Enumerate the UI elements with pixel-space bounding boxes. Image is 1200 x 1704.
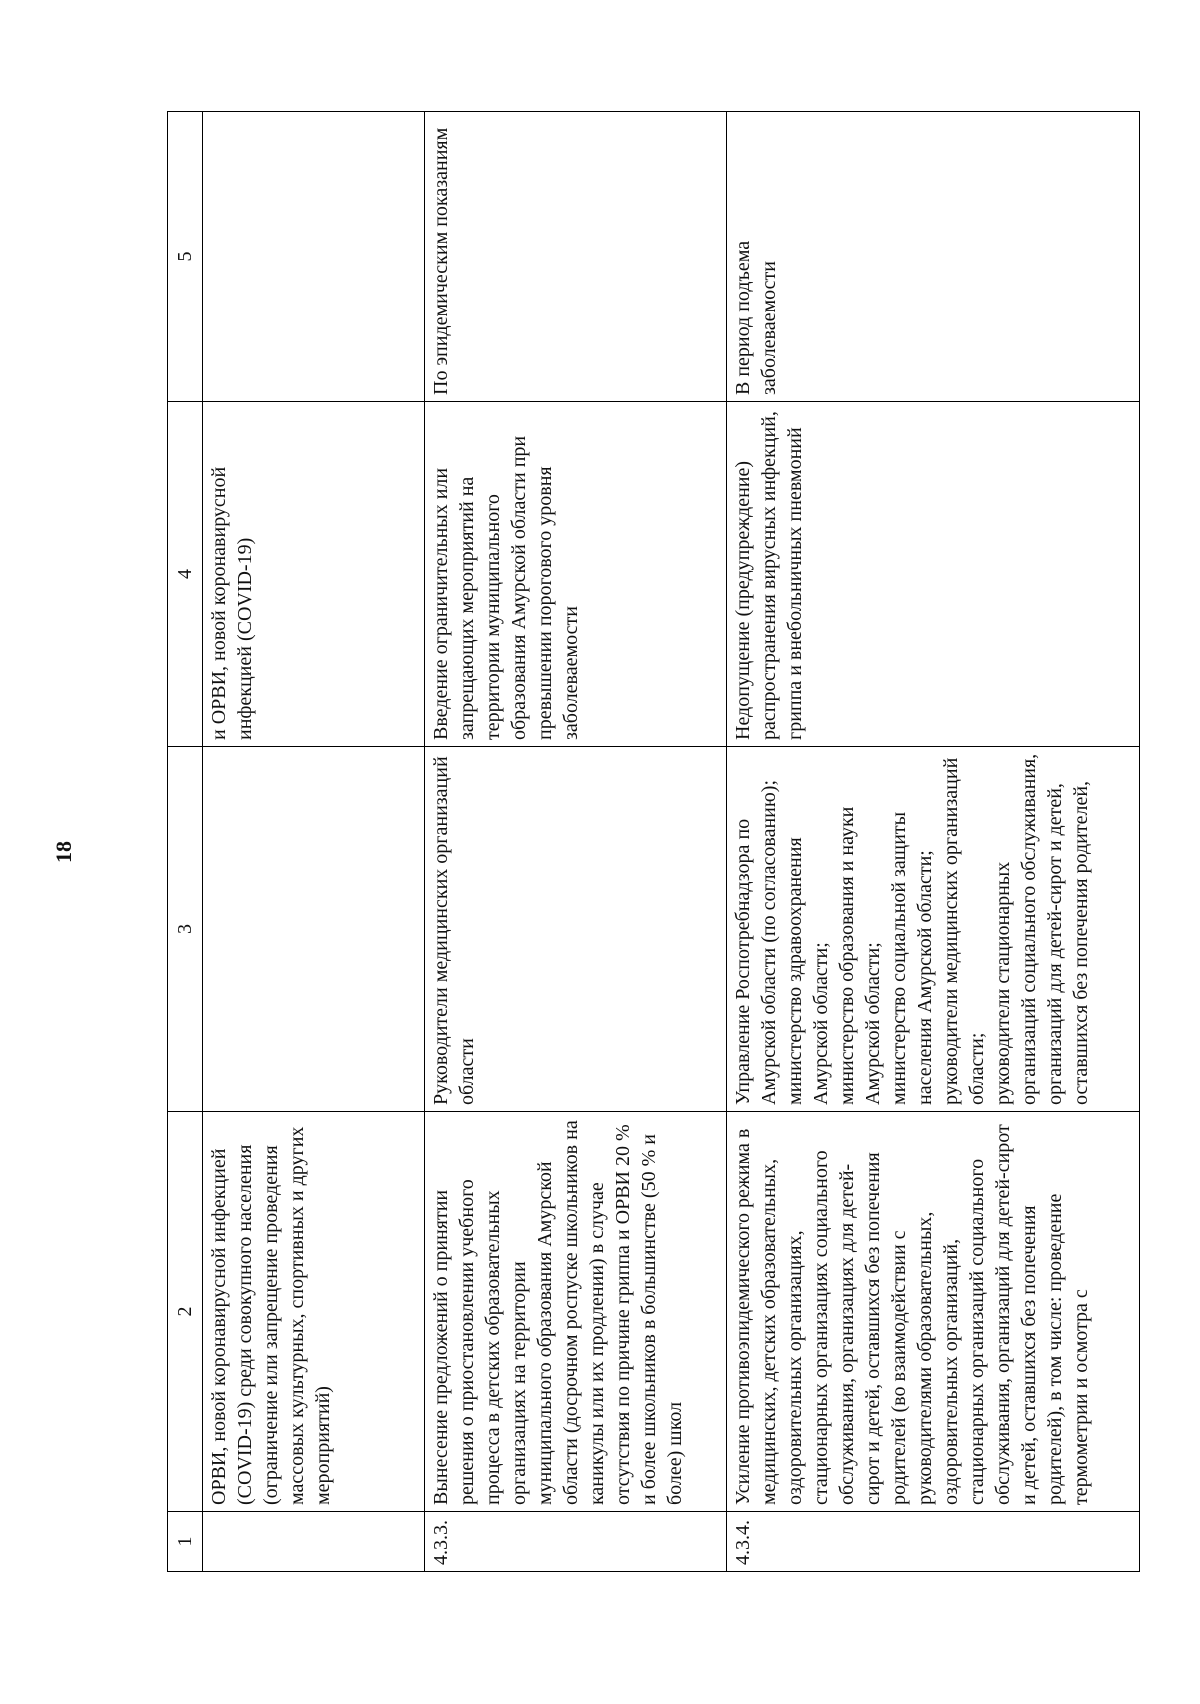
column-header: 3 <box>168 747 203 1112</box>
goal-cell: и ОРВИ, новой коронавирусной инфекцией (COVID-19) <box>203 402 425 747</box>
item-number-cell: 4.3.4. <box>727 1512 1140 1572</box>
column-header: 2 <box>168 1112 203 1512</box>
column-header: 4 <box>168 402 203 747</box>
term-cell: По эпидемическим показаниям <box>425 112 727 402</box>
measures-table <box>167 111 1140 1572</box>
executors-cell: Руководители медицинских организаций области <box>425 747 727 1112</box>
table-row <box>203 112 425 1572</box>
executors-cell: Управление Роспотребнадзора по Амурской области (по согласованию); министерство здравоохранения Амурской области; министерство образования и науки Амурской области; министерство социальной защиты населения Амурской области; руководители медицинских организаций области; руководители стационарных организаций социального обслуживания, организаций для детей-сирот и детей, оставшихся без попечения родителей, <box>727 747 1140 1112</box>
rotated-table-wrapper <box>167 112 1117 1572</box>
goal-cell: Введение ограничительных или запрещающих мероприятий на территории муниципального образования Амурской области при превышении порогового уровня заболеваемости <box>425 402 727 747</box>
page-number: 18 <box>51 841 76 863</box>
column-header: 1 <box>168 1512 203 1572</box>
measure-cell: Вынесение предложений о принятии решения о приостановлении учебного процесса в детских образовательных организациях на территории муниципального образования Амурской области (досрочном роспуске школьников на каникулы или их продлении) в случае отсутствия по причине гриппа и ОРВИ 20 % и более школьников в большинстве (50 % и более) школ <box>425 1112 727 1512</box>
measure-cell: ОРВИ, новой коронавирусной инфекцией (COVID-19) среди совокупного населения (ограничение или запрещение проведения массовых культурных, спортивных и других мероприятий) <box>203 1112 425 1512</box>
item-number-cell <box>203 1512 425 1572</box>
measure-cell: Усиление противоэпидемического режима в медицинских, детских образовательных, оздоровительных организациях, стационарных организациях социального обслуживания, организациях для детей-сирот и детей, оставшихся без попечения родителей (во взаимодействии с руководителями образовательных, оздоровительных организаций, стационарных организаций социального обслуживания, организаций для детей-сирот и детей, оставшихся без попечения родителей), в том числе: проведение термометрии и осмотра с <box>727 1112 1140 1512</box>
goal-cell: Недопущение (предупреждение) распространения вирусных инфекций, гриппа и внебольничных пневмоний <box>727 402 1140 747</box>
executors-cell <box>203 747 425 1112</box>
column-header: 5 <box>168 112 203 402</box>
table-row <box>727 112 1140 1572</box>
term-cell: В период подъема заболеваемости <box>727 112 1140 402</box>
table-header-row <box>168 112 203 1572</box>
table-row <box>425 112 727 1572</box>
item-number-cell: 4.3.3. <box>425 1512 727 1572</box>
term-cell <box>203 112 425 402</box>
